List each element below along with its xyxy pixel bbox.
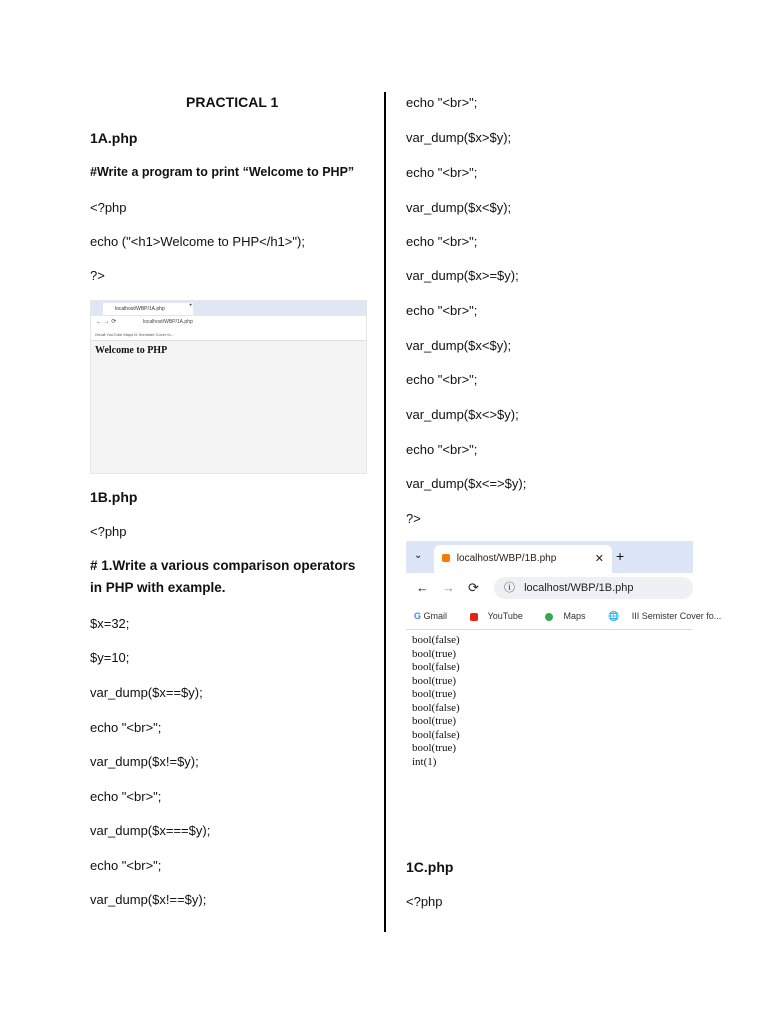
code-line: var_dump($x===$y); bbox=[90, 823, 211, 838]
output-area bbox=[406, 630, 693, 773]
browser-tab bbox=[434, 545, 612, 573]
xampp-icon bbox=[442, 554, 450, 562]
code-line: echo "<br>"; bbox=[406, 165, 478, 180]
chevron-down-icon: ⌄ bbox=[414, 550, 423, 561]
output-line: bool(true) bbox=[412, 647, 456, 660]
code-line: echo "<br>"; bbox=[406, 303, 478, 318]
close-icon: ✕ bbox=[594, 553, 604, 565]
page-heading-output: Welcome to PHP bbox=[95, 345, 168, 356]
maps-icon bbox=[545, 613, 553, 621]
bookmarks-bar: Gmail YouTube Maps III Semister Cover fo... bbox=[91, 329, 366, 341]
code-line: var_dump($x<$y); bbox=[406, 200, 512, 215]
browser-tab-bar bbox=[91, 301, 366, 316]
address-bar bbox=[91, 316, 366, 329]
code-line: <?php bbox=[90, 524, 127, 539]
column-divider bbox=[384, 92, 386, 932]
code-line: var_dump($x>=$y); bbox=[406, 268, 519, 283]
forward-icon: → bbox=[442, 580, 455, 595]
code-line: $y=10; bbox=[90, 650, 130, 665]
code-line: echo "<br>"; bbox=[406, 95, 478, 110]
bookmark-youtube: YouTube bbox=[487, 611, 523, 621]
bookmark-maps: Maps bbox=[563, 611, 586, 621]
code-line: <?php bbox=[90, 200, 127, 215]
output-line: int(1) bbox=[412, 755, 437, 768]
heading-1b: 1B.php bbox=[90, 489, 138, 505]
code-line: $x=32; bbox=[90, 616, 130, 631]
output-line: bool(false) bbox=[412, 728, 460, 741]
browser-tab: localhost/WBP/1A.php bbox=[103, 303, 193, 315]
output-line: bool(true) bbox=[412, 674, 456, 687]
tab-title: localhost/WBP/1B.php bbox=[456, 553, 557, 564]
omnibox bbox=[494, 577, 693, 599]
page-title: PRACTICAL 1 bbox=[186, 94, 279, 110]
code-line: var_dump($x>$y); bbox=[406, 130, 512, 145]
code-line: echo "<br>"; bbox=[406, 442, 478, 457]
heading-1c: 1C.php bbox=[406, 859, 454, 875]
browser-screenshot-1a bbox=[90, 300, 367, 474]
task-1a: #Write a program to print “Welcome to PHP” bbox=[90, 165, 355, 179]
globe-icon: 🌐 bbox=[607, 611, 620, 621]
code-line: var_dump($x<=>$y); bbox=[406, 476, 527, 491]
google-icon: G bbox=[414, 611, 422, 621]
task-1b: # 1.Write a various comparison operators in PHP with example. bbox=[90, 558, 356, 595]
reload-icon: ⟳ bbox=[468, 580, 479, 595]
output-line: bool(false) bbox=[412, 634, 460, 646]
code-line: echo "<br>"; bbox=[90, 789, 162, 804]
code-line: var_dump($x==$y); bbox=[90, 685, 203, 700]
address-bar bbox=[406, 573, 693, 603]
address-text: localhost/WBP/1B.php bbox=[524, 582, 634, 594]
bookmark-cover: III Semister Cover fo... bbox=[631, 611, 722, 621]
code-line: ?> bbox=[90, 268, 105, 283]
back-icon: ← bbox=[416, 580, 429, 595]
code-line: echo "<br>"; bbox=[90, 858, 162, 873]
bookmark-gmail: Gmail bbox=[423, 611, 448, 621]
code-line: echo ("<h1>Welcome to PHP</h1>"); bbox=[90, 234, 305, 249]
output-line: bool(true) bbox=[412, 688, 456, 700]
output-line: bool(false) bbox=[412, 661, 460, 673]
plus-icon: + bbox=[189, 303, 193, 309]
browser-tab-bar bbox=[406, 541, 693, 573]
output-line: bool(false) bbox=[412, 701, 460, 714]
browser-screenshot-1b bbox=[406, 541, 722, 786]
code-line: echo "<br>"; bbox=[90, 720, 162, 735]
code-line: var_dump($x<$y); bbox=[406, 338, 512, 353]
output-line: bool(true) bbox=[412, 715, 456, 727]
heading-1a: 1A.php bbox=[90, 130, 138, 146]
info-icon: ⓘ bbox=[504, 582, 515, 594]
code-line: var_dump($x!=$y); bbox=[90, 754, 199, 769]
plus-icon: + bbox=[616, 548, 625, 564]
bookmarks-bar bbox=[406, 603, 722, 630]
address-text: localhost/WBP/1A.php bbox=[143, 319, 193, 325]
youtube-icon bbox=[470, 613, 478, 621]
nav-arrows-icon: ← → ⟳ bbox=[96, 319, 117, 325]
code-line: var_dump($x!==$y); bbox=[90, 892, 207, 907]
code-line: <?php bbox=[406, 894, 443, 909]
code-line: var_dump($x<>$y); bbox=[406, 407, 519, 422]
output-line: bool(true) bbox=[412, 742, 456, 754]
code-line: echo "<br>"; bbox=[406, 372, 478, 387]
code-line: ?> bbox=[406, 511, 421, 526]
code-line: echo "<br>"; bbox=[406, 234, 478, 249]
